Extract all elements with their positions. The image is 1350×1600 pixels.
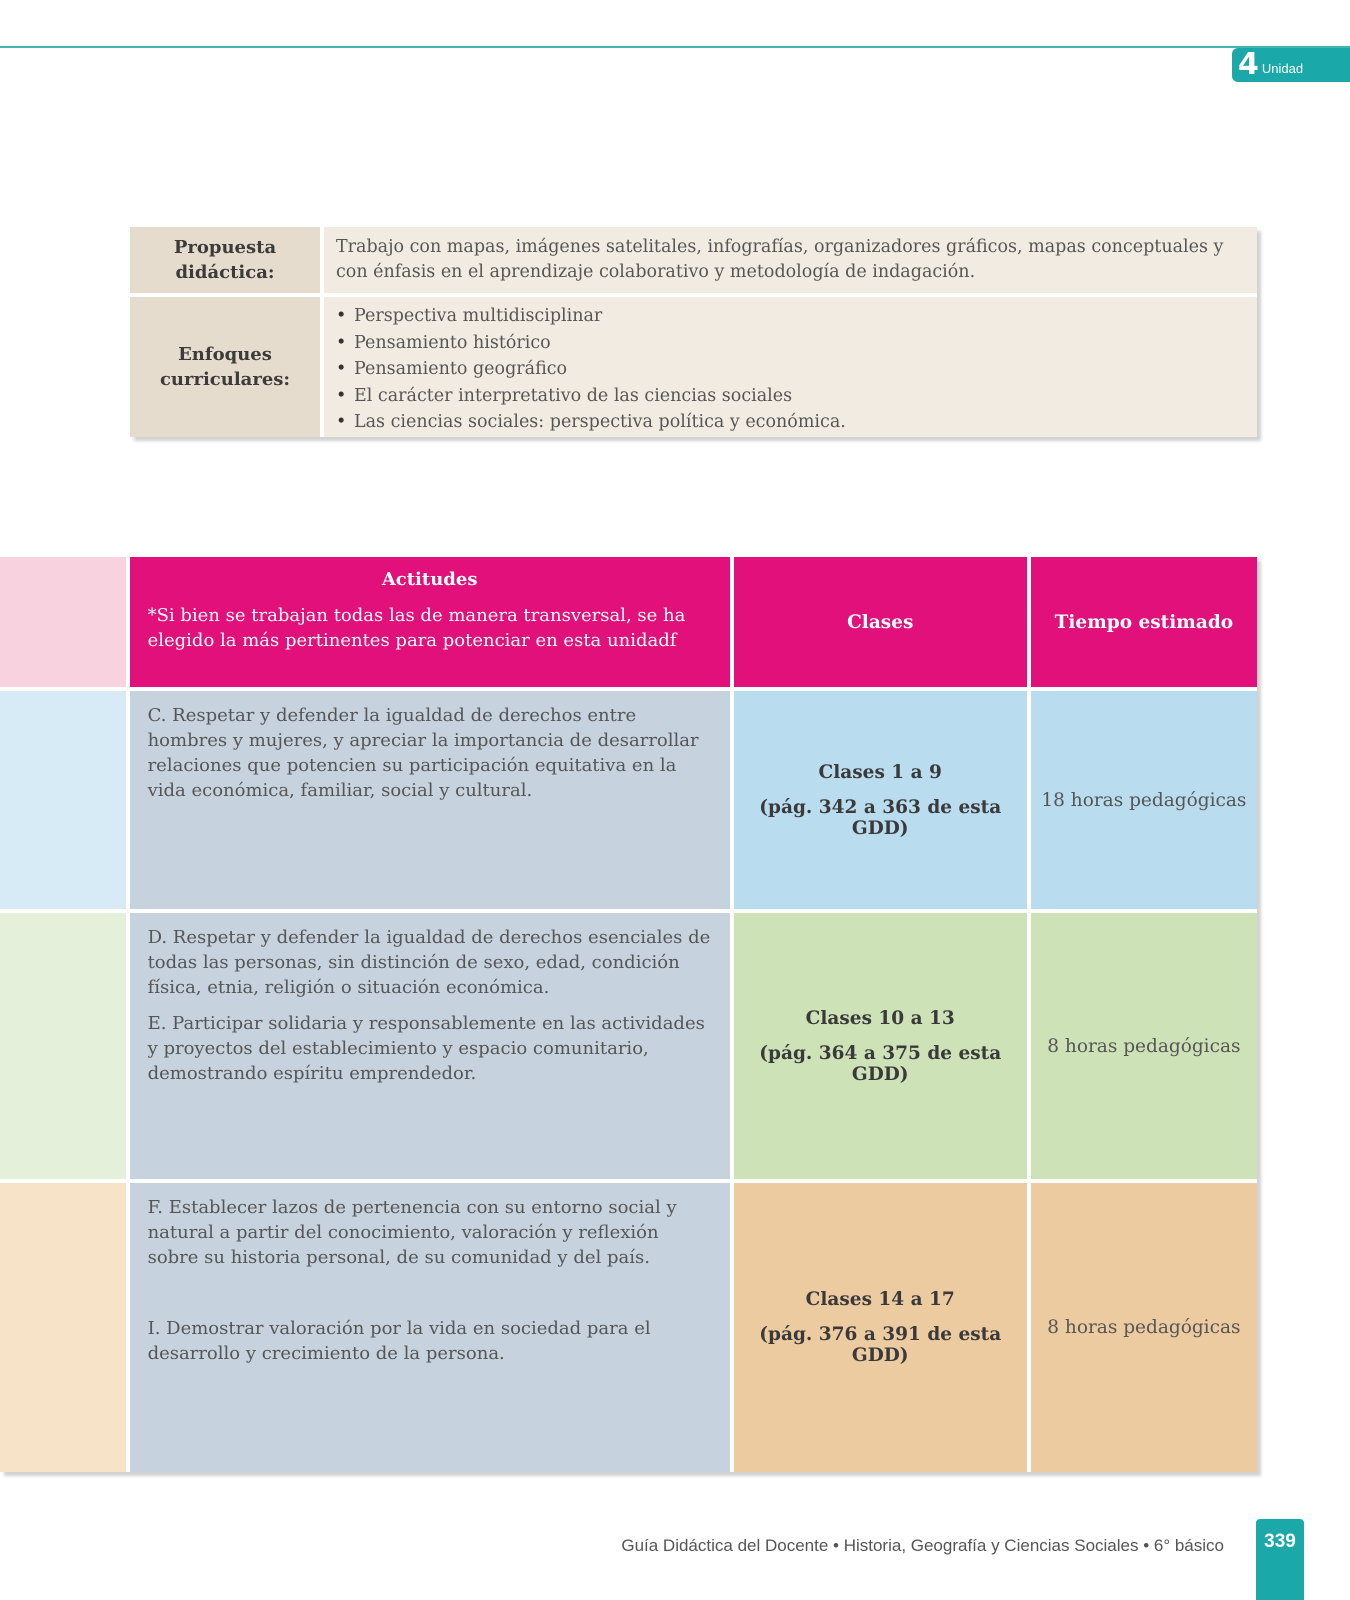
side-cell	[0, 913, 126, 1179]
header-actitudes-title: Actitudes	[381, 569, 478, 590]
actitud-text: E. Participar solidaria y responsablemente en las actividades y proyectos del establecimiento y espacio comunitario, demostrando espíritu emprendedor.	[147, 1013, 705, 1084]
enfoques-list-cell	[324, 297, 1257, 437]
unit-label: Unidad	[1261, 60, 1304, 76]
page-number: 339	[1256, 1519, 1304, 1600]
actitud-text: C. Respetar y defender la igualdad de derechos entre hombres y mujeres, y apreciar la importancia de desarrollar relaciones que potencien su participación equitativa en la vida económica, familiar, social y cultural.	[147, 705, 699, 801]
clases-cell	[734, 691, 1027, 909]
clases-pages: (pág. 364 a 375 de esta GDD)	[759, 1042, 1002, 1085]
clases-cell	[734, 913, 1027, 1179]
list-item: • Pensamiento geográfico	[336, 356, 1245, 383]
header-side-cell	[0, 557, 126, 687]
propuesta-row	[130, 227, 1257, 293]
actitud-text: D. Respetar y defender la igualdad de derechos esenciales de todas las personas, sin distinción de sexo, edad, condición física, etnia, religión o situación económica.	[147, 927, 711, 998]
actitudes-cell	[130, 1183, 730, 1472]
header-rule	[0, 46, 1350, 48]
unit-tab	[1232, 48, 1350, 82]
tiempo-cell: 8 horas pedagógicas	[1031, 1183, 1257, 1472]
footer-text: Guía Didáctica del Docente • Historia, Geografía y Ciencias Sociales • 6° básico	[621, 1536, 1224, 1555]
clases-range: Clases 10 a 13	[805, 1007, 955, 1029]
planning-table	[0, 557, 1257, 1472]
actitud-text: I. Demostrar valoración por la vida en sociedad para el desarrollo y crecimiento de la persona.	[147, 1318, 651, 1364]
clases-pages: (pág. 342 a 363 de esta GDD)	[759, 796, 1002, 839]
enfoques-row	[130, 297, 1257, 437]
unit-number: 4	[1238, 47, 1259, 82]
header-actitudes	[130, 557, 730, 687]
list-item: • Perspectiva multidisciplinar	[336, 303, 1245, 330]
enfoques-label: Enfoques curriculares:	[130, 297, 320, 437]
propuesta-text: Trabajo con mapas, imágenes satelitales, infografías, organizadores gráficos, mapas conceptuales y con énfasis en el aprendizaje colaborativo y metodología de indagación.	[324, 227, 1257, 293]
didactic-info-table	[130, 227, 1257, 437]
list-item: • Pensamiento histórico	[336, 330, 1245, 357]
actitudes-cell	[130, 913, 730, 1179]
list-item: • Las ciencias sociales: perspectiva política y económica.	[336, 409, 1245, 436]
header-tiempo: Tiempo estimado	[1031, 557, 1257, 687]
table-header-row	[0, 557, 1257, 687]
table-row	[0, 913, 1257, 1179]
side-cell	[0, 691, 126, 909]
tiempo-cell: 18 horas pedagógicas	[1031, 691, 1257, 909]
actitud-text: F. Establecer lazos de pertenencia con su entorno social y natural a partir del conocimiento, valoración y reflexión sobre su historia personal, de su comunidad y del país.	[147, 1197, 677, 1268]
table-row	[0, 1183, 1257, 1472]
table-row	[0, 691, 1257, 909]
header-actitudes-note: *Si bien se trabajan todas las de manera transversal, se ha elegido la más pertinentes para potenciar en esta unidadf	[147, 605, 686, 651]
clases-cell	[734, 1183, 1027, 1472]
side-cell	[0, 1183, 126, 1472]
clases-range: Clases 14 a 17	[805, 1289, 955, 1310]
list-item: • El carácter interpretativo de las ciencias sociales	[336, 383, 1245, 410]
header-clases: Clases	[734, 557, 1027, 687]
propuesta-label: Propuesta didáctica:	[130, 227, 320, 293]
clases-range: Clases 1 a 9	[818, 761, 942, 783]
clases-pages: (pág. 376 a 391 de esta GDD)	[759, 1324, 1002, 1366]
enfoques-list	[336, 303, 1245, 436]
tiempo-cell: 8 horas pedagógicas	[1031, 913, 1257, 1179]
actitudes-cell	[130, 691, 730, 909]
